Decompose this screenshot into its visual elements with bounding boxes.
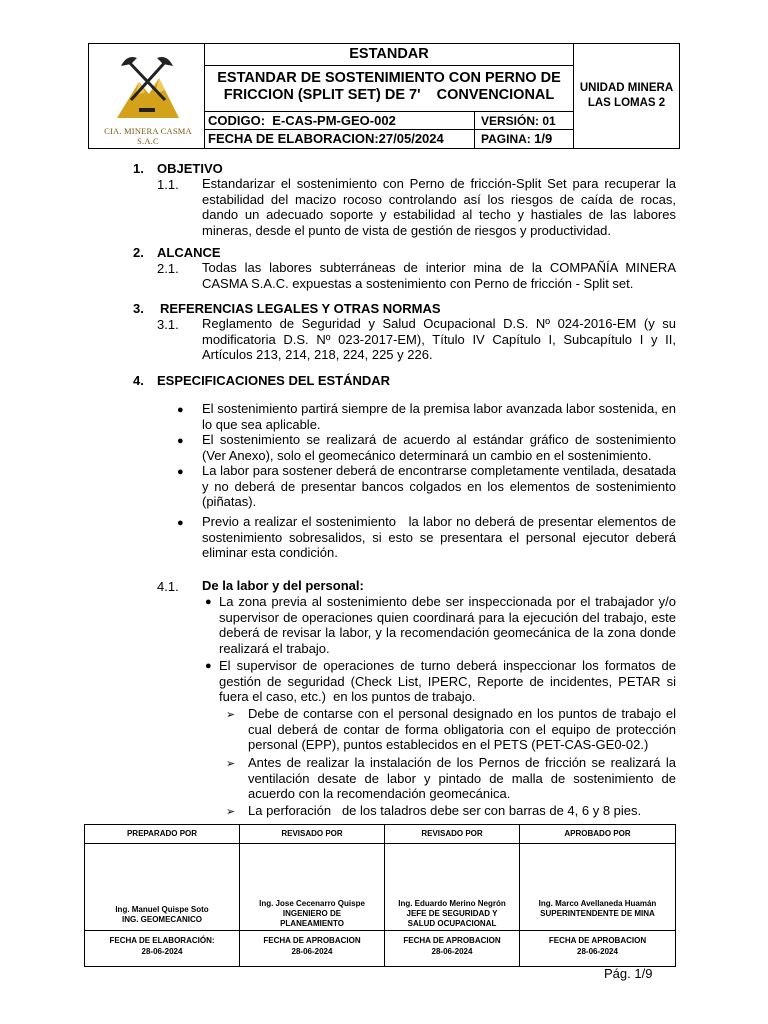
document-title xyxy=(205,66,573,112)
section-title-especificaciones: ESPECIFICACIONES DEL ESTÁNDAR xyxy=(157,373,391,388)
page-value: 1/9 xyxy=(534,131,553,146)
document-title-line1: ESTANDAR DE SOSTENIMIENTO CON PERNO DE xyxy=(217,70,561,86)
subsection-number: 2.1. xyxy=(157,261,179,276)
subsection-number: 1.1. xyxy=(157,177,179,192)
section-number: 3. xyxy=(133,301,144,316)
document-type-title: ESTANDAR xyxy=(205,44,573,66)
signature-date xyxy=(240,935,384,957)
objetivo-text: Estandarizar el sostenimiento con Perno de fricción-Split Set para recuperar la estabilidad del macizo rocoso controlando así los riesgos de caída de rocas, dando un adecuado soporte y estabilidad al techo y hastiales de las labores mineras, desde el punto de vista de gestión de riesgos y productividad. xyxy=(202,176,676,238)
company-name: CIA. MINERA CASMA S.A.C xyxy=(104,126,192,146)
signature-date xyxy=(85,935,239,957)
signature-column-reviewed-2 xyxy=(385,825,520,966)
section-number: 4. xyxy=(133,373,144,388)
signature-name xyxy=(385,899,519,929)
signer-role: ING. GEOMECANICO xyxy=(121,915,202,924)
document-code: CODIGO: E-CAS-PM-GEO-002 xyxy=(205,112,475,130)
signature-date xyxy=(520,935,675,957)
labor-bullet: El supervisor de operaciones de turno deberá inspeccionar los formatos de gestión de seguridad (Check List, IPERC, Reporte de incidentes, PETAR si fuera el caso, etc.) en los puntos de trabajo. xyxy=(219,658,680,704)
referencias-text: Reglamento de Seguridad y Salud Ocupacional D.S. Nº 024-2016-EM (y su modificatoria D.S. Nº 023-2017-EM), Título IV Capítulo I, Subcapítulo I y II, Artículos 213, 214, 218, 224, 225 y 226. xyxy=(202,316,676,362)
arrow-bullet-icon: ➢ xyxy=(226,806,236,818)
signer-role: SALUD OCUPACIONAL xyxy=(407,919,497,928)
signature-header: REVISADO POR xyxy=(240,825,384,844)
date-label: FECHA DE ELABORACIÓN: xyxy=(109,936,215,945)
bullet-icon: ● xyxy=(177,517,184,529)
section-number: 1. xyxy=(133,161,144,176)
subsection-number: 3.1. xyxy=(157,317,179,332)
logo-cell xyxy=(89,44,205,148)
section-title-objetivo: OBJETIVO xyxy=(157,161,223,176)
document-title-line2: FRICCION (SPLIT SET) DE 7' CONVENCIONAL xyxy=(223,87,555,103)
document-date: FECHA DE ELABORACION:27/05/2024 xyxy=(205,130,475,148)
date-label: FECHA DE APROBACION xyxy=(403,936,501,945)
signer-name: Ing. Marco Avellaneda Huamán xyxy=(538,899,657,908)
labor-sub-bullet: La perforación de los taladros debe ser con barras de 4, 6 y 8 pies. xyxy=(248,803,642,818)
labor-bullet: La zona previa al sostenimiento debe ser inspeccionada por el trabajador y/o supervisor de operaciones quien coordinará para la ejecución del trabajo, este deberá de revisar la labor, y la recomendación geomecánica de la zona donde realizará el trabajo. xyxy=(219,594,676,656)
page-label: PAGINA: xyxy=(481,132,535,146)
signature-date xyxy=(385,935,519,957)
signature-header: PREPARADO POR xyxy=(85,825,239,844)
signature-table xyxy=(84,824,676,967)
signature-column-reviewed-1 xyxy=(240,825,385,966)
spec-bullet: El sostenimiento se realizará de acuerdo al estándar gráfico de sostenimiento (Ver Anexo), solo el geomecánico determinará un cambio en el sostenimiento. xyxy=(202,432,676,463)
bullet-icon: ● xyxy=(177,435,184,447)
subsection-title-labor: De la labor y del personal: xyxy=(202,578,364,593)
company-logo xyxy=(109,48,185,124)
date-value: 28-06-2024 xyxy=(141,947,183,956)
signature-column-prepared xyxy=(85,825,240,966)
spec-bullet: Previo a realizar el sostenimiento la labor no deberá de presentar elementos de sostenimiento sobresalidos, si esto se presentara el personal ejecutor deberá eliminar esta condición. xyxy=(202,514,680,560)
section-title-referencias: REFERENCIAS LEGALES Y OTRAS NORMAS xyxy=(160,301,441,316)
date-label: FECHA DE APROBACION xyxy=(263,936,361,945)
arrow-bullet-icon: ➢ xyxy=(226,709,236,721)
document-page xyxy=(475,130,573,148)
mining-unit-line2: LAS LOMAS 2 xyxy=(587,97,666,109)
labor-sub-bullet: Debe de contarse con el personal designado en los puntos de trabajo el cual deberá de contar de forma obligatoria con el equipo de protección personal (EPP), puntos establecidos en el PETS (PET-CAS-GE0-02.) xyxy=(248,706,676,752)
date-value: 28-06-2024 xyxy=(291,947,333,956)
section-number: 2. xyxy=(133,245,144,260)
signer-name: Ing. Manuel Quispe Soto xyxy=(115,905,209,914)
document-header xyxy=(88,43,680,149)
date-value: 28-06-2024 xyxy=(577,947,618,956)
bullet-icon: ● xyxy=(205,596,212,608)
spec-bullet: La labor para sostener deberá de encontrarse completamente ventilada, desatada y no deberá de presentar bancos colgados en los elementos de sostenimiento (piñatas). xyxy=(202,463,676,509)
signer-role: JEFE DE SEGURIDAD Y xyxy=(406,909,498,918)
alcance-text: Todas las labores subterráneas de interior mina de la COMPAÑÍA MINERA CASMA S.A.C. expuestas a sostenimiento con Perno de fricción - Split set. xyxy=(202,260,676,291)
labor-sub-bullet: Antes de realizar la instalación de los Pernos de fricción se realizará la ventilación desate de labor y pintado de malla de sostenimiento de acuerdo con la recomendación geomecánica. xyxy=(248,755,676,801)
page-footer: Pág. 1/9 xyxy=(604,966,653,981)
arrow-bullet-icon: ➢ xyxy=(226,758,236,770)
spec-bullet: El sostenimiento partirá siempre de la premisa labor avanzada labor sostenida, en lo que sea aplicable. xyxy=(202,401,676,432)
mining-unit-line1: UNIDAD MINERA xyxy=(579,82,674,94)
subsection-number: 4.1. xyxy=(157,579,179,594)
signer-name: Ing. Eduardo Merino Negrón xyxy=(398,899,506,908)
bullet-icon: ● xyxy=(177,466,184,478)
signer-role: INGENIERO DE xyxy=(282,909,342,918)
signer-name: Ing. Jose Cecenarro Quispe xyxy=(259,899,365,908)
section-title-alcance: ALCANCE xyxy=(157,245,221,260)
signature-name xyxy=(520,899,675,929)
bullet-icon: ● xyxy=(205,660,212,672)
date-value: 28-06-2024 xyxy=(431,947,473,956)
signature-column-approved xyxy=(520,825,675,966)
signer-role: SUPERINTENDENTE DE MINA xyxy=(540,909,655,918)
date-label: FECHA DE APROBACION xyxy=(548,936,647,945)
document-version: VERSIÓN: 01 xyxy=(475,112,573,130)
signature-header: REVISADO POR xyxy=(385,825,519,844)
signature-header: APROBADO POR xyxy=(520,825,675,844)
signature-name xyxy=(240,899,384,929)
bullet-icon: ● xyxy=(177,404,184,416)
signer-role: PLANEAMIENTO xyxy=(280,919,344,928)
mining-unit xyxy=(573,44,679,148)
